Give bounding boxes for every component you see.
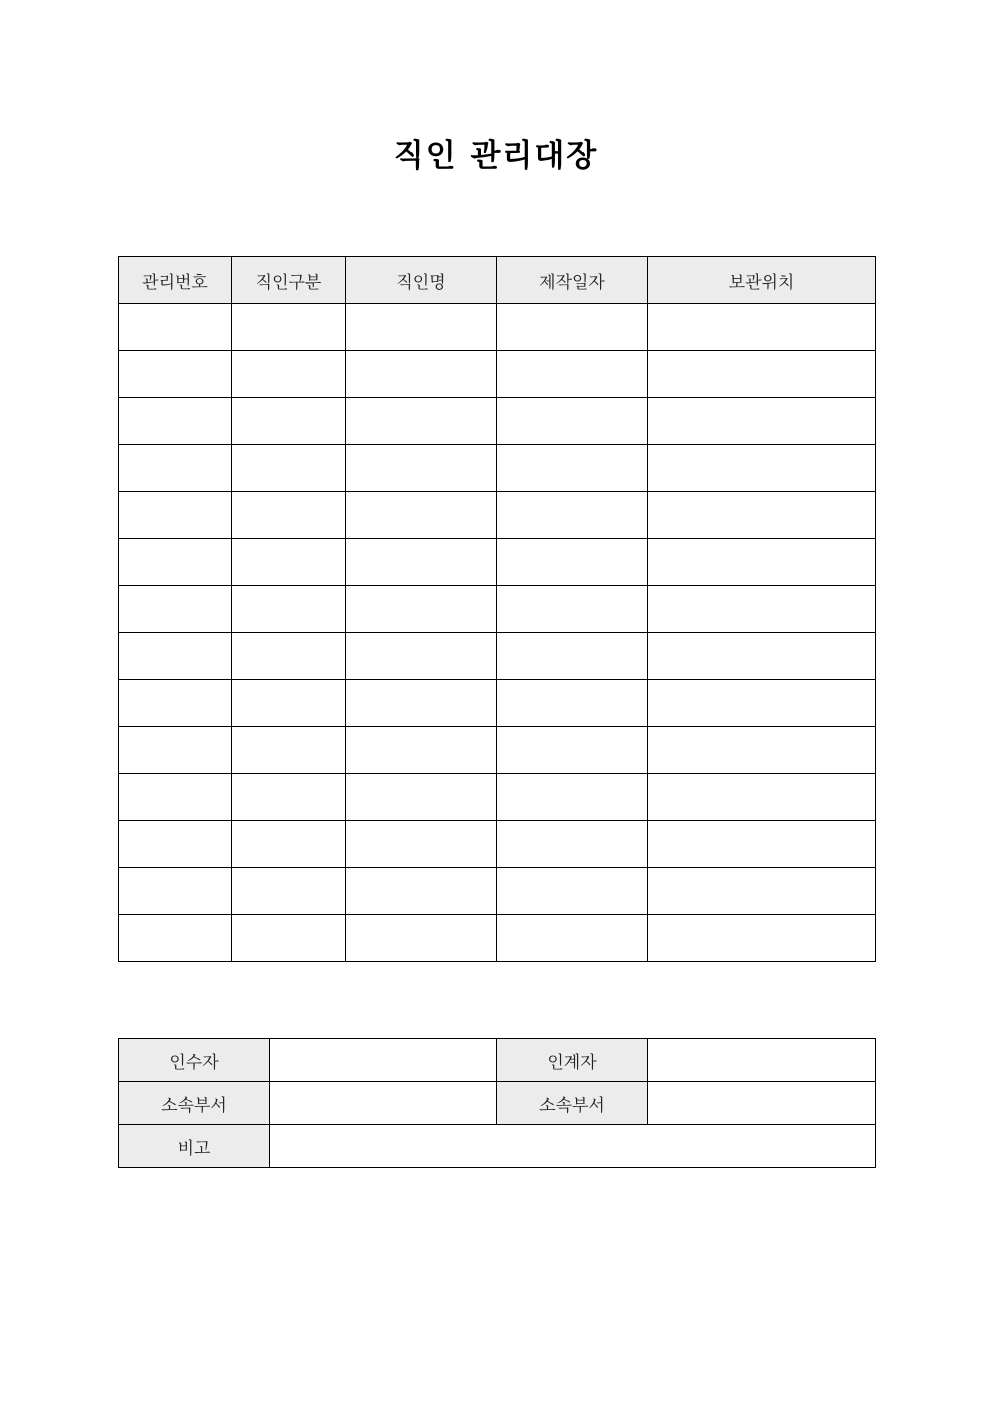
production-date-cell[interactable] (497, 398, 648, 445)
storage-location-cell[interactable] (648, 492, 876, 539)
storage-location-cell[interactable] (648, 868, 876, 915)
seal-type-cell[interactable] (232, 398, 346, 445)
management-number-cell[interactable] (119, 586, 232, 633)
column-header-seal-type: 직인구분 (232, 257, 346, 304)
seal-type-cell[interactable] (232, 915, 346, 962)
production-date-cell[interactable] (497, 915, 648, 962)
ledger-header-row (119, 257, 876, 304)
column-header-production-date: 제작일자 (497, 257, 648, 304)
production-date-cell[interactable] (497, 351, 648, 398)
signoff-row-departments (119, 1082, 876, 1125)
management-number-cell[interactable] (119, 539, 232, 586)
handover-label: 인계자 (497, 1039, 648, 1082)
seal-type-cell[interactable] (232, 586, 346, 633)
management-number-cell[interactable] (119, 727, 232, 774)
seal-name-cell[interactable] (346, 492, 497, 539)
receiver-label: 인수자 (119, 1039, 270, 1082)
production-date-cell[interactable] (497, 492, 648, 539)
table-row (119, 821, 876, 868)
seal-type-cell[interactable] (232, 680, 346, 727)
storage-location-cell[interactable] (648, 680, 876, 727)
management-number-cell[interactable] (119, 492, 232, 539)
signoff-table (118, 1038, 876, 1168)
table-row (119, 398, 876, 445)
remarks-field[interactable] (270, 1125, 876, 1168)
receiver-field[interactable] (270, 1039, 497, 1082)
storage-location-cell[interactable] (648, 774, 876, 821)
remarks-label: 비고 (119, 1125, 270, 1168)
storage-location-cell[interactable] (648, 727, 876, 774)
signoff-row-remarks (119, 1125, 876, 1168)
storage-location-cell[interactable] (648, 445, 876, 492)
management-number-cell[interactable] (119, 680, 232, 727)
seal-name-cell[interactable] (346, 304, 497, 351)
storage-location-cell[interactable] (648, 633, 876, 680)
production-date-cell[interactable] (497, 774, 648, 821)
column-header-management-number: 관리번호 (119, 257, 232, 304)
production-date-cell[interactable] (497, 586, 648, 633)
storage-location-cell[interactable] (648, 915, 876, 962)
storage-location-cell[interactable] (648, 351, 876, 398)
seal-name-cell[interactable] (346, 821, 497, 868)
storage-location-cell[interactable] (648, 821, 876, 868)
table-row (119, 680, 876, 727)
storage-location-cell[interactable] (648, 539, 876, 586)
production-date-cell[interactable] (497, 680, 648, 727)
management-number-cell[interactable] (119, 398, 232, 445)
seal-name-cell[interactable] (346, 868, 497, 915)
table-row (119, 727, 876, 774)
management-number-cell[interactable] (119, 915, 232, 962)
page-title: 직인 관리대장 (393, 138, 599, 174)
table-row (119, 586, 876, 633)
storage-location-cell[interactable] (648, 398, 876, 445)
management-number-cell[interactable] (119, 868, 232, 915)
table-row (119, 351, 876, 398)
seal-type-cell[interactable] (232, 539, 346, 586)
seal-name-cell[interactable] (346, 586, 497, 633)
seal-type-cell[interactable] (232, 445, 346, 492)
seal-type-cell[interactable] (232, 633, 346, 680)
management-number-cell[interactable] (119, 821, 232, 868)
table-row (119, 492, 876, 539)
seal-name-cell[interactable] (346, 633, 497, 680)
seal-name-cell[interactable] (346, 727, 497, 774)
table-row (119, 868, 876, 915)
handover-field[interactable] (648, 1039, 876, 1082)
table-row (119, 774, 876, 821)
management-number-cell[interactable] (119, 351, 232, 398)
seal-name-cell[interactable] (346, 915, 497, 962)
storage-location-cell[interactable] (648, 304, 876, 351)
table-row (119, 539, 876, 586)
seal-type-cell[interactable] (232, 351, 346, 398)
management-number-cell[interactable] (119, 304, 232, 351)
seal-ledger-table (118, 256, 876, 962)
seal-type-cell[interactable] (232, 821, 346, 868)
column-header-storage-location: 보관위치 (648, 257, 876, 304)
seal-name-cell[interactable] (346, 445, 497, 492)
ledger-body (119, 304, 876, 962)
production-date-cell[interactable] (497, 868, 648, 915)
seal-name-cell[interactable] (346, 398, 497, 445)
production-date-cell[interactable] (497, 633, 648, 680)
seal-name-cell[interactable] (346, 774, 497, 821)
storage-location-cell[interactable] (648, 586, 876, 633)
production-date-cell[interactable] (497, 445, 648, 492)
production-date-cell[interactable] (497, 821, 648, 868)
receiver-department-field[interactable] (270, 1082, 497, 1125)
table-row (119, 633, 876, 680)
production-date-cell[interactable] (497, 539, 648, 586)
production-date-cell[interactable] (497, 304, 648, 351)
signoff-row-persons (119, 1039, 876, 1082)
seal-type-cell[interactable] (232, 868, 346, 915)
handover-department-label: 소속부서 (497, 1082, 648, 1125)
receiver-department-label: 소속부서 (119, 1082, 270, 1125)
management-number-cell[interactable] (119, 633, 232, 680)
seal-type-cell[interactable] (232, 774, 346, 821)
table-row (119, 915, 876, 962)
handover-department-field[interactable] (648, 1082, 876, 1125)
table-row (119, 304, 876, 351)
management-number-cell[interactable] (119, 445, 232, 492)
seal-type-cell[interactable] (232, 727, 346, 774)
seal-name-cell[interactable] (346, 539, 497, 586)
table-row (119, 445, 876, 492)
seal-name-cell[interactable] (346, 680, 497, 727)
seal-type-cell[interactable] (232, 304, 346, 351)
seal-name-cell[interactable] (346, 351, 497, 398)
column-header-seal-name: 직인명 (346, 257, 497, 304)
seal-type-cell[interactable] (232, 492, 346, 539)
management-number-cell[interactable] (119, 774, 232, 821)
production-date-cell[interactable] (497, 727, 648, 774)
